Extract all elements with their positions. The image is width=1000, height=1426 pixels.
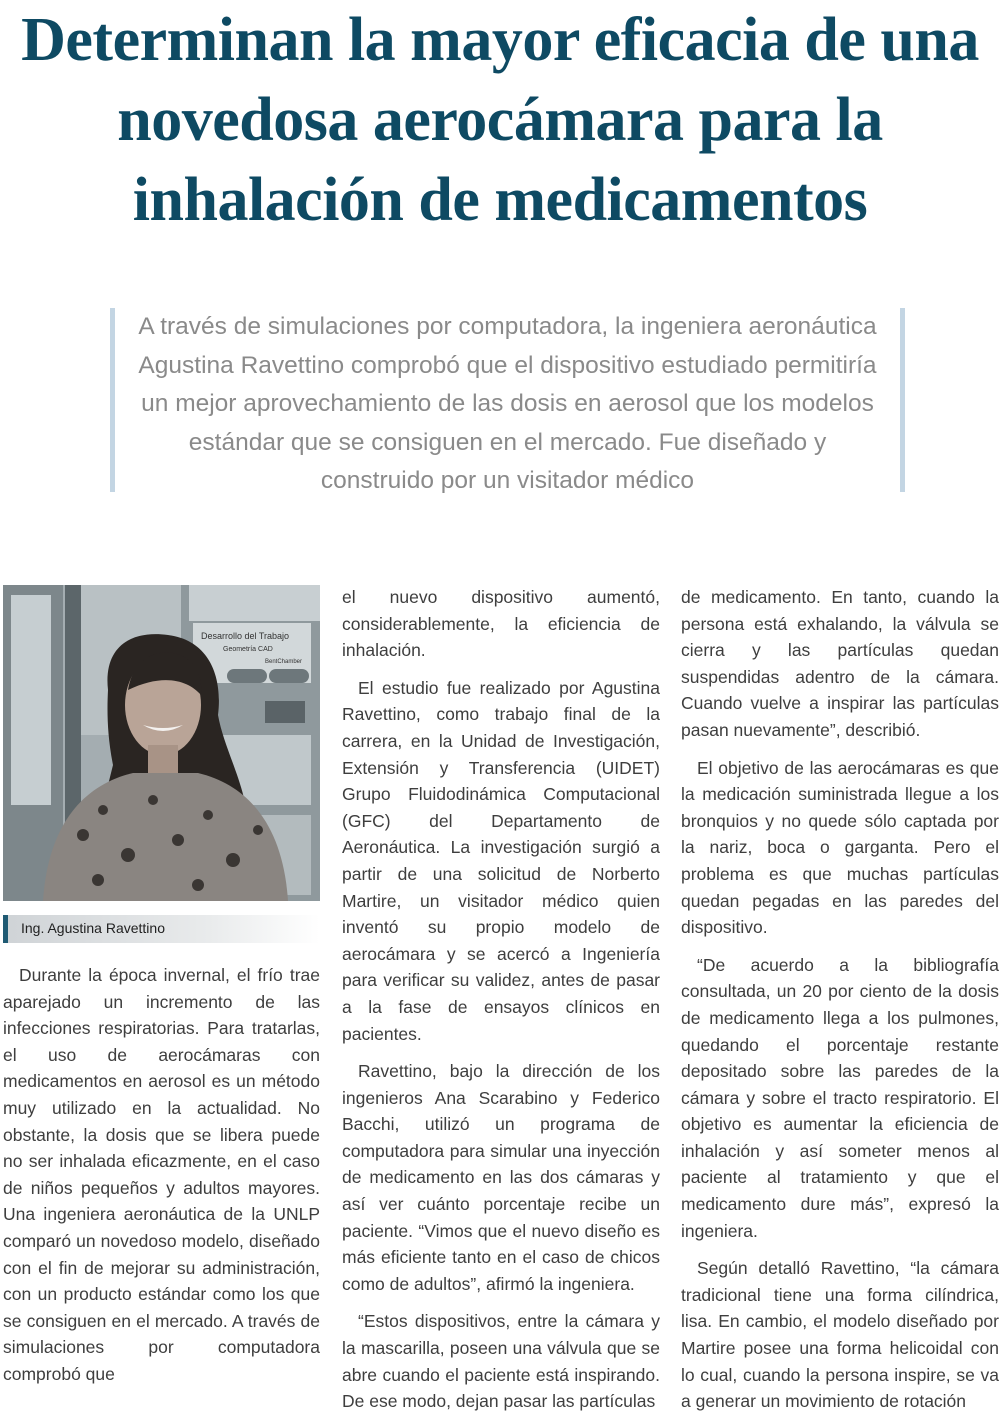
- article-title: Determinan la mayor eficacia de una novedosa aerocámara para la inhalación de medicamentos: [21, 6, 979, 234]
- paragraph: “Estos dispositivos, entre la cámara y la mascarilla, poseen una válvula que se abre cuando el paciente está inspirando. De ese modo, dejan pasar las partículas: [342, 1311, 660, 1412]
- paragraph-continued: el nuevo dispositivo aumentó, considerablemente, la eficiencia de inhalación.: [342, 587, 660, 661]
- poster-subtitle: Geometría CAD: [223, 646, 273, 653]
- article-column-2: [342, 584, 660, 1426]
- lead-paragraph: A través de simulaciones por computadora, la ingeniera aeronáutica Agustina Ravettino comprobó que el dispositivo estudiado permitiría un mejor aprovechamiento de las dosis en aerosol que los modelos estándar que se consiguen en el mercado. Fue diseñado y construido por un visitador médico: [138, 313, 877, 494]
- caption-accent-bar: [3, 915, 8, 943]
- article-column-1: [3, 962, 320, 1399]
- photo-caption: [3, 915, 320, 943]
- paragraph: El estudio fue realizado por Agustina Ravettino, como trabajo final de la carrera, en la Unidad de Investigación, Extensión y Transferencia (UIDET) Grupo Fluidodinámica Computacional (GFC) del Departamento de Aeronáutica. La investigación surgió a partir de una solicitud de Norberto Martire, un visitador médico quien inventó su propio modelo de aerocámara y se acercó a Ingeniería para verificar su validez, antes de pasar a la fase de ensayos clínicos en pacientes.: [342, 677, 660, 1044]
- lead-block: [110, 308, 905, 492]
- poster-label: BentChamber: [265, 659, 303, 665]
- poster-title: Desarrollo del Trabajo: [201, 631, 290, 641]
- portrait-photo: [3, 585, 320, 901]
- paragraph: Según detalló Ravettino, “la cámara tradicional tiene una forma cilíndrica, lisa. En cambio, el modelo diseñado por Martire posee una forma helicoidal con lo cual, cuando la persona inspire, se va a generar un movimiento de rotación: [681, 1258, 999, 1412]
- lead-right-bar: [900, 308, 905, 492]
- caption-text: Ing. Agustina Ravettino: [21, 920, 165, 936]
- article-column-3: [681, 584, 999, 1426]
- paragraph: “De acuerdo a la bibliografía consultada, un 20 por ciento de la dosis de medicamento llega a los pulmones, quedando el porcentaje restante depositado sobre las paredes de la cámara y sobre el tracto respiratorio. El objetivo es aumentar la eficiencia de inhalación y así someter menos al paciente al tratamiento y que el medicamento dure más”, expresó la ingeniera.: [681, 954, 999, 1241]
- paragraph-continued: de medicamento. En tanto, cuando la persona está exhalando, la válvula se cierra y las partículas quedan suspendidas adentro de la cámara. Cuando vuelve a inspirar las partículas pasan nuevamente”, describió.: [681, 587, 999, 740]
- paragraph: El objetivo de las aerocámaras es que la medicación suministrada llegue a los bronquios y no quede sólo captada por la nariz, boca o garganta. Pero el problema es que muchas partículas quedan pegadas en las paredes del dispositivo.: [681, 757, 999, 938]
- paragraph: Ravettino, bajo la dirección de los ingenieros Ana Scarabino y Federico Bacchi, utilizó un programa de computadora para simular una inyección de medicamento en las dos cámaras y así ver cuánto porcentaje recibe un paciente. “Vimos que el nuevo diseño es más eficiente tanto en el caso de chicos como de adultos”, afirmó la ingeniera.: [342, 1061, 660, 1294]
- paragraph: Durante la época invernal, el frío trae aparejado un incremento de las infecciones respiratorias. Para tratarlas, el uso de aerocámaras con medicamentos en aerosol es un método muy utilizado en la actualidad. No obstante, la dosis que se libera puede no ser inhalada eficazmente, en el caso de niños pequeños y adultos mayores. Una ingeniera aeronáutica de la UNLP comparó un novedoso modelo, diseñado con el fin de mejorar su administración, con un producto estándar como los que se consiguen en el mercado. A través de simulaciones por computadora comprobó que: [3, 965, 320, 1384]
- lead-left-bar: [110, 308, 115, 492]
